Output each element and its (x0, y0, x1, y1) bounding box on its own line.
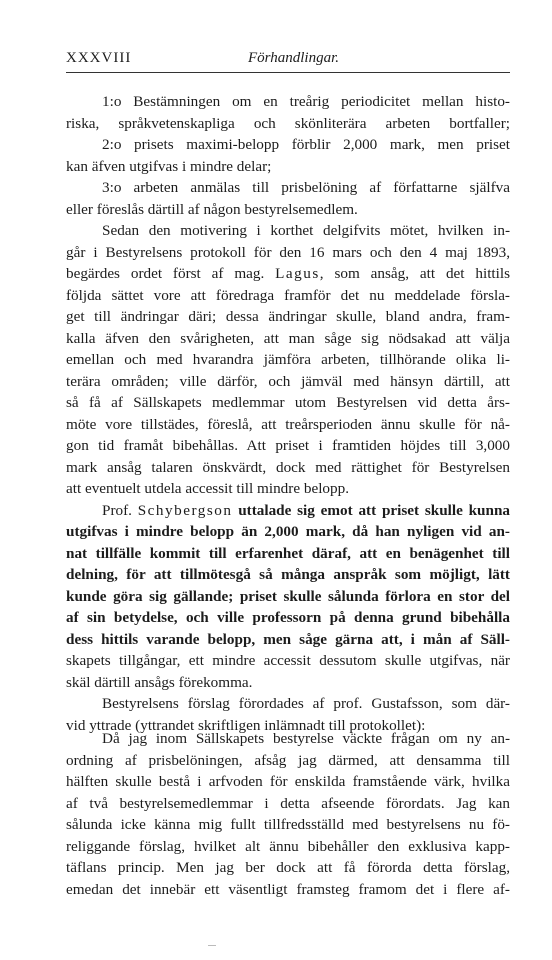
text-line: religgande förslag, hvilket alt ännu bibehåller den exklusiva kapp- (66, 837, 510, 855)
text-line: dess hittils varande belopp, men såge gärna att, i mån af Säll- (66, 630, 510, 648)
text-line: hälften skulle bestå i arfvoden för enskilda framstående värk, hvilka (66, 773, 510, 790)
text-line: riska, språkvetenskapliga och skönliterära arbeten bortfaller; (66, 114, 510, 132)
proceedings-text (66, 91, 510, 736)
text-line: vid yttrade (yttrandet skriftligen inlämnadt till protokollet): (66, 716, 426, 734)
page-mark (208, 945, 216, 946)
text-line (66, 500, 510, 522)
text-line: kan äfven utgifvas i mindre delar; (66, 157, 272, 175)
header-rule (66, 72, 510, 73)
text-line: kunde göra sig gällande; priset skulle sålunda förlora en stor del (66, 587, 510, 605)
text-line: Då jag inom Sällskapets bestyrelse väckte frågan om ny an- (102, 730, 510, 747)
text-line: sålunda icke känna mig fullt tillfredsställd med bestyrelsens nu fö- (66, 816, 510, 833)
running-title: Förhandlingar. (248, 50, 339, 66)
text-line: mark ansåg talaren önskvärdt, dock med rättighet för Bestyrelsen (66, 458, 510, 476)
text-line: följda sättet vore att föredraga framför det nu meddelade försla- (66, 286, 510, 304)
text-line: get till ändringar däri; dessa ändringar skulle, bland andra, fram- (66, 308, 510, 325)
page-number: XXXVIII (66, 50, 132, 66)
text-segment: uttalade sig emot att priset skulle kunna (232, 501, 510, 519)
text-line: nat tillfälle kommit till erfarenhet däraf, att en benägenhet till (66, 544, 510, 562)
quoted-statement (66, 728, 510, 900)
text-line: gon tid framåt bibehållas. Att priset i framtiden höjdes till 3,000 (66, 437, 510, 454)
text-line: täflans princip. Men jag ber dock att få förorda detta förslag, (66, 859, 510, 876)
text-line: kalla äfven den svårigheten, att man såge sig nödsakad att välja (66, 329, 510, 347)
text-line: utgifvas i mindre belopp än 2,000 mark, då han nyligen vid an- (66, 523, 510, 540)
text-line: emellan och med hvarandra jämföra arbeten, tillhörande olika li- (66, 351, 510, 368)
speaker-name-schybergson: Schybergson (137, 501, 233, 519)
text-line: 3:o arbeten anmälas till prisbelöning af författarne själfva (102, 179, 510, 196)
text-line: möte vore tillstädes, föreslå, att treårsperioden ännu skulle för nå- (66, 415, 510, 433)
text-line: terära områden; ville därför, och jämväl med hänsyn därtill, att (66, 372, 510, 390)
text-line: eller föreslås därtill af någon bestyrelsemedlem. (66, 200, 358, 218)
text-line: af två bestyrelsemedlemmar i detta afseende förordats. Jag kan (66, 794, 510, 812)
text-line: skäl därtill ansågs förekomma. (66, 673, 253, 691)
page-header (66, 50, 510, 70)
text-line: går i Bestyrelsens protokoll för den 16 mars och den 4 maj 1893, (66, 243, 510, 261)
text-line: af sin betydelse, och ville professorn på denna grund bibehålla (66, 609, 510, 626)
text-line: 1:o Bestämningen om en treårig periodicitet mellan histo- (102, 93, 510, 110)
speaker-name-lagus: Lagus (275, 265, 320, 282)
text-line: ordning af prisbelöningen, afsåg jag därmed, att densamma till (66, 751, 510, 769)
text-line: Bestyrelsens förslag förordades af prof. Gustafsson, som där- (102, 695, 510, 712)
text-line: att eventuelt utdela accessit till mindre belopp. (66, 480, 349, 497)
text-segment: , som ansåg, att det hittils (319, 265, 510, 282)
text-segment: Prof. (102, 501, 138, 519)
text-line: Sedan den motivering i korthet delgifvits mötet, hvilken in- (102, 222, 510, 239)
text-line (66, 263, 510, 285)
text-segment: begärdes ordet först af mag. (66, 265, 276, 282)
text-line: 2:o prisets maximi-belopp förblir 2,000 mark, men priset (102, 136, 510, 153)
text-line: så få af Sällskapets medlemmar utom Bestyrelsen vid detta års- (66, 394, 510, 411)
text-line: delning, för att tillmötesgå så många anspråk som möjligt, lätt (66, 566, 510, 583)
text-line: skapets tillgångar, ett mindre accessit dessutom skulle utgifvas, när (66, 652, 510, 669)
text-line: emedan det innebär ett väsentligt framsteg framom det i flere af- (66, 880, 510, 898)
